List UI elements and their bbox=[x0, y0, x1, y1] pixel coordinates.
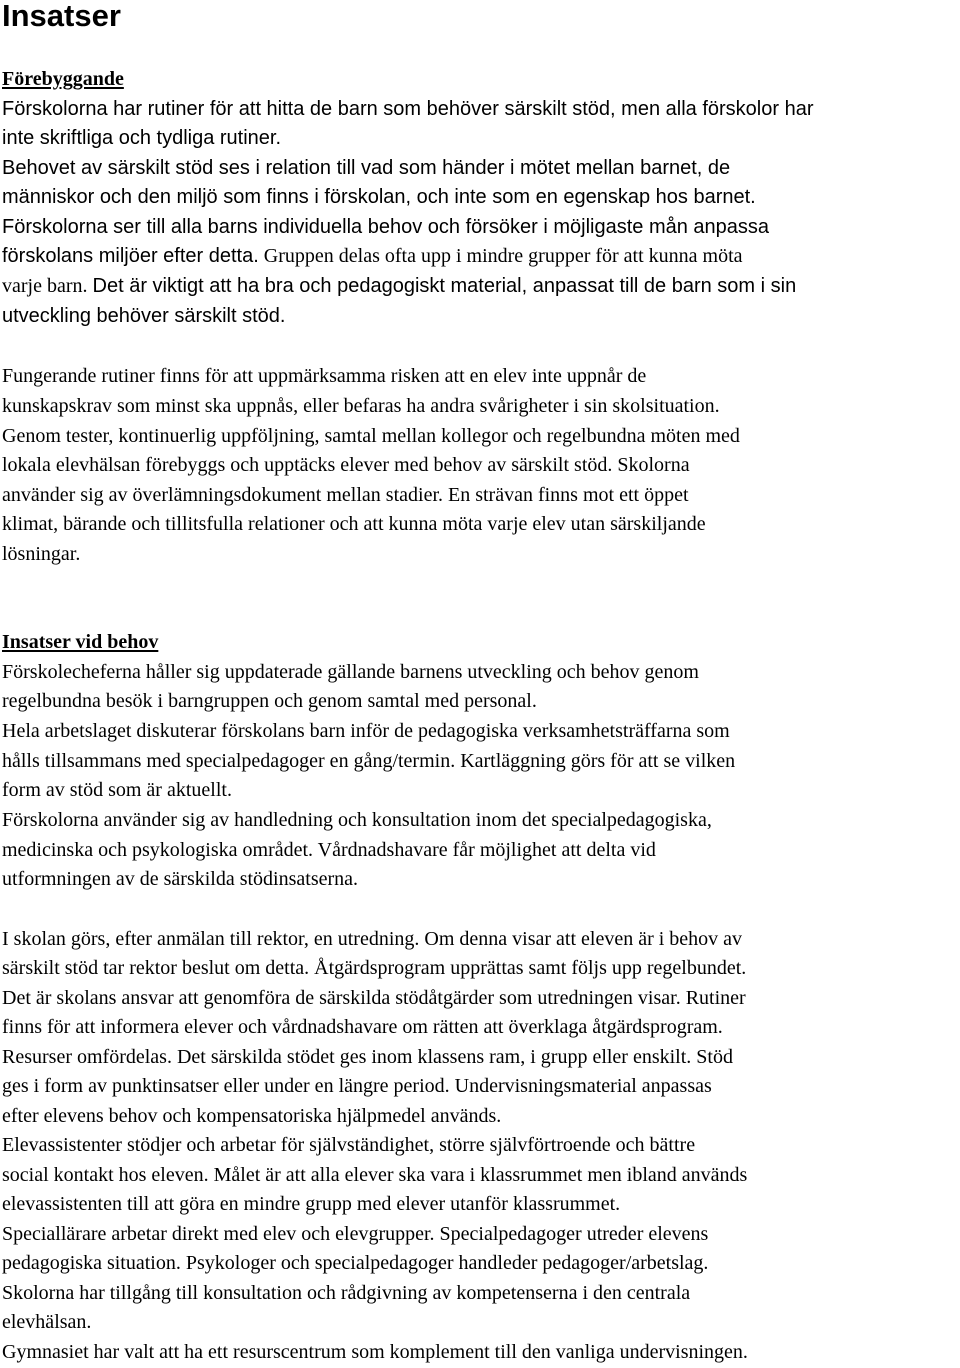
paragraph-line: Speciallärare arbetar direkt med elev och elevgrupper. Specialpedagoger utreder elevens bbox=[2, 1223, 709, 1245]
paragraph-line: Gymnasiet har valt att ha ett resurscentrum som komplement till den vanliga undervisningen. bbox=[2, 1341, 748, 1363]
paragraph-line: Förskolorna använder sig av handledning och konsultation inom det specialpedagogiska, bbox=[2, 809, 712, 831]
paragraph-line: Fungerande rutiner finns för att uppmärksamma risken att en elev inte uppnår de bbox=[2, 365, 647, 387]
paragraph-line: ges i form av punktinsatser eller under en längre period. Undervisningsmaterial anpassas bbox=[2, 1075, 712, 1097]
paragraph-line: använder sig av överlämningsdokument mellan stadier. En strävan finns mot ett öppet bbox=[2, 484, 689, 506]
paragraph-line: social kontakt hos eleven. Målet är att alla elever ska vara i klassrummet men ibland används bbox=[2, 1164, 748, 1186]
paragraph-line: Förskolecheferna håller sig uppdaterade gällande barnens utveckling och behov genom bbox=[2, 661, 699, 683]
paragraph-line: regelbundna besök i barngruppen och genom samtal med personal. bbox=[2, 690, 537, 712]
paragraph-line: form av stöd som är aktuellt. bbox=[2, 779, 232, 801]
paragraph-line: pedagogiska situation. Psykologer och specialpedagoger handleder pedagoger/arbetslag. bbox=[2, 1252, 709, 1274]
paragraph-line: Förskolorna ser till alla barns individuella behov och försöker i möjligaste mån anpassa bbox=[2, 216, 770, 238]
paragraph-line: Elevassistenter stödjer och arbetar för självständighet, större självförtroende och bättre bbox=[2, 1134, 696, 1156]
text-segment: förskolans miljöer efter detta. bbox=[2, 245, 259, 267]
paragraph-line: särskilt stöd tar rektor beslut om detta. Åtgärdsprogram upprättas samt följs upp regelbundet. bbox=[2, 957, 747, 979]
paragraph-line: inte skriftliga och tydliga rutiner. bbox=[2, 127, 282, 149]
section-heading-forebyggande: Förebyggande bbox=[2, 68, 124, 90]
paragraph-line: medicinska och psykologiska området. Vårdnadshavare får möjlighet att delta vid bbox=[2, 839, 656, 861]
paragraph-line: kunskapskrav som minst ska uppnås, eller befaras ha andra svårigheter i sin skolsituation. bbox=[2, 395, 720, 417]
paragraph-line: utformningen av de särskilda stödinsatserna. bbox=[2, 868, 359, 890]
paragraph-line: klimat, bärande och tillitsfulla relationer och att kunna möta varje elev utan särskiljande bbox=[2, 513, 706, 535]
paragraph-line: Genom tester, kontinuerlig uppföljning, samtal mellan kollegor och regelbundna möten med bbox=[2, 425, 740, 447]
paragraph-line: utveckling behöver särskilt stöd. bbox=[2, 305, 286, 327]
paragraph-line: Förskolorna har rutiner för att hitta de barn som behöver särskilt stöd, men alla förskolor har bbox=[2, 98, 814, 120]
paragraph-line bbox=[2, 271, 796, 301]
text-segment: Gruppen delas ofta upp i mindre grupper för att kunna möta bbox=[263, 245, 743, 267]
paragraph-line: Skolorna har tillgång till konsultation och rådgivning av kompetenserna i den centrala bbox=[2, 1282, 691, 1304]
section-heading-insatser-vid-behov: Insatser vid behov bbox=[2, 631, 159, 653]
paragraph-line: människor och den miljö som finns i förskolan, och inte som en egenskap hos barnet. bbox=[2, 186, 756, 208]
page-title: Insatser bbox=[2, 0, 121, 33]
paragraph-line: elevassistenten till att göra en mindre grupp med elever utanför klassrummet. bbox=[2, 1193, 621, 1215]
paragraph-line: elevhälsan. bbox=[2, 1311, 92, 1333]
paragraph-line: hålls tillsammans med specialpedagoger en gång/termin. Kartläggning görs för att se vilken bbox=[2, 750, 736, 772]
paragraph-line: lokala elevhälsan förebyggs och upptäcks elever med behov av särskilt stöd. Skolorna bbox=[2, 454, 690, 476]
paragraph-line: efter elevens behov och kompensatoriska hjälpmedel används. bbox=[2, 1105, 502, 1127]
paragraph-line: Resurser omfördelas. Det särskilda stödet ges inom klassens ram, i grupp eller enskilt. Stöd bbox=[2, 1046, 733, 1068]
text-segment: Det är viktigt att ha bra och pedagogiskt material, anpassat till de barn som i sin bbox=[92, 275, 797, 297]
paragraph-line: lösningar. bbox=[2, 543, 81, 565]
paragraph-line: Hela arbetslaget diskuterar förskolans barn inför de pedagogiska verksamhetsträffarna som bbox=[2, 720, 730, 742]
paragraph-line: finns för att informera elever och vårdnadshavare om rätten att överklaga åtgärdsprogram. bbox=[2, 1016, 723, 1038]
paragraph-line: Behovet av särskilt stöd ses i relation till vad som händer i mötet mellan barnet, de bbox=[2, 157, 731, 179]
paragraph-line: Det är skolans ansvar att genomföra de särskilda stödåtgärder som utredningen visar. Rutiner bbox=[2, 987, 746, 1009]
paragraph-line bbox=[2, 241, 743, 271]
text-segment: varje barn. bbox=[2, 275, 88, 297]
paragraph-line: I skolan görs, efter anmälan till rektor, en utredning. Om denna visar att eleven är i behov av bbox=[2, 928, 743, 950]
